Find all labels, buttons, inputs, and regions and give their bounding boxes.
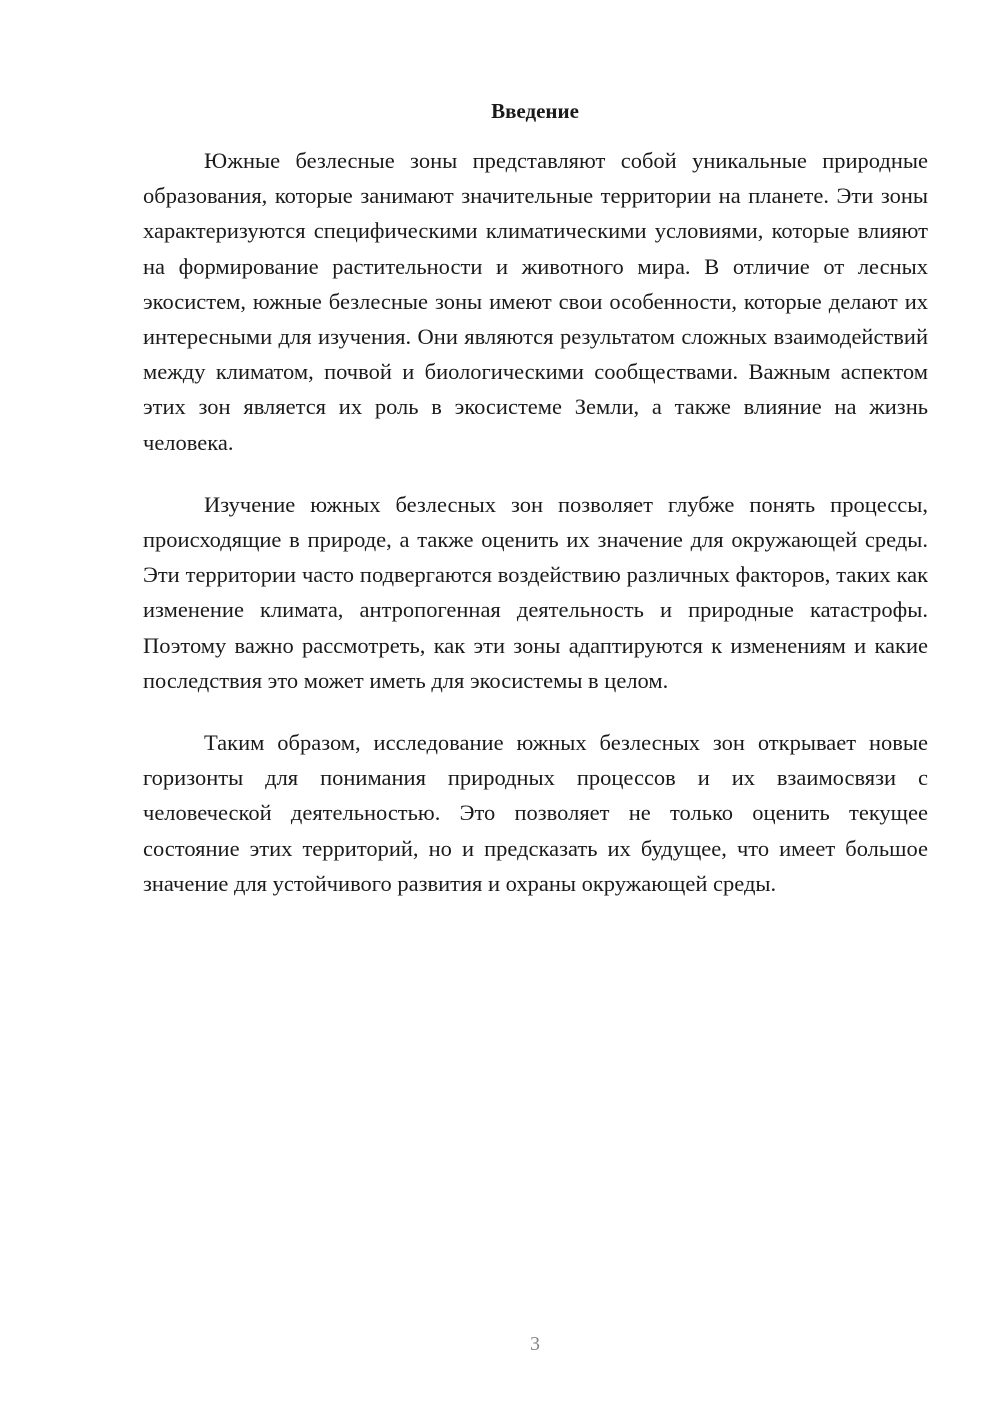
paragraph-2: Изучение южных безлесных зон позволяет глубже понять процессы, происходящие в природе, а также оценить их значение для окружающей среды. Эти территории часто подвергаются воздействию различных факторов, таких как изменение климата, антропогенная деятельность и природные катастрофы. Поэтому важно рассмотреть, как эти зоны адаптируются к изменениям и какие последствия это может иметь для экосистемы в целом.	[143, 491, 928, 693]
paragraph-1: Южные безлесные зоны представляют собой уникальные природные образования, которые занимают значительные территории на планете. Эти зоны характеризуются специфическими климатическими условиями, которые влияют на формирование растительности и животного мира. В отличие от лесных экосистем, южные безлесные зоны имеют свои особенности, которые делают их интересными для изучения. Они являются результатом сложных взаимодействий между климатом, почвой и биологическими сообществами. Важным аспектом этих зон является их роль в экосистеме Земли, а также влияние на жизнь человека.	[143, 148, 928, 455]
page-number: 3	[530, 1333, 540, 1355]
section-heading: Введение	[491, 99, 579, 123]
body-text	[143, 143, 928, 901]
paragraph-3: Таким образом, исследование южных безлесных зон открывает новые горизонты для понимания природных процессов и их взаимосвязи с человеческой деятельностью. Это позволяет не только оценить текущее состояние этих территорий, но и предсказать их будущее, что имеет большое значение для устойчивого развития и охраны окружающей среды.	[143, 730, 928, 896]
